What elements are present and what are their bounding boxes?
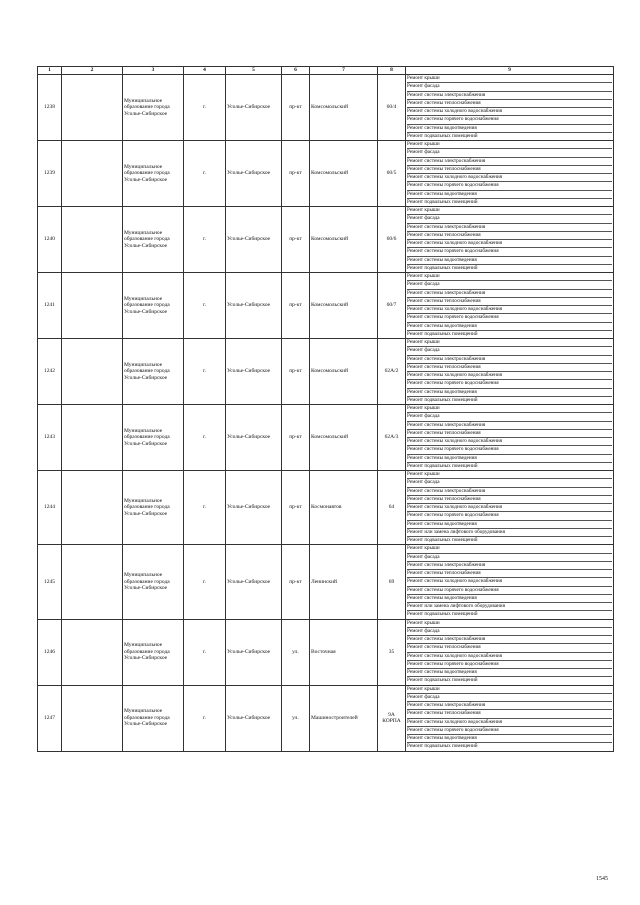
- street-cell: Ленинский: [310, 545, 378, 619]
- work-item: Ремонт фасада: [407, 149, 612, 157]
- street-type-cell: пр-кт: [282, 207, 310, 273]
- work-item: Ремонт системы теплоснабжения: [407, 644, 612, 652]
- locality-cell: Усолье-Сибирское: [226, 545, 282, 619]
- work-item: Ремонт подвальных помещений: [407, 264, 478, 271]
- work-item: Ремонт подвальных помещений: [407, 537, 478, 543]
- work-item: Ремонт системы теплоснабжения: [407, 430, 612, 438]
- municipality-cell: Муниципальное образование города Усолье-Сибирское: [123, 273, 184, 339]
- work-item: Ремонт или замена лифтового оборудования: [407, 603, 612, 611]
- work-item: Ремонт фасада: [407, 281, 612, 289]
- header-cell: 7: [310, 67, 378, 75]
- street-cell: Космонавтов: [310, 471, 378, 545]
- locality-cell: Усолье-Сибирское: [226, 405, 282, 471]
- house-number-cell: 60/7: [378, 273, 406, 339]
- work-item: Ремонт фасада: [407, 479, 612, 487]
- locality-type-cell: г.: [184, 545, 226, 619]
- house-number-cell: 60/4: [378, 75, 406, 141]
- empty-cell: [62, 545, 123, 619]
- works-cell: [406, 471, 614, 545]
- work-item: Ремонт крыши: [407, 141, 612, 149]
- work-item: Ремонт системы электроснабжения: [407, 488, 612, 496]
- work-item: Ремонт системы электроснабжения: [407, 290, 612, 298]
- empty-cell: [62, 471, 123, 545]
- table-row: [38, 207, 614, 273]
- works-cell: [406, 405, 614, 471]
- locality-cell: Усолье-Сибирское: [226, 339, 282, 405]
- street-type-cell: пр-кт: [282, 273, 310, 339]
- house-number-cell: 69: [378, 545, 406, 619]
- header-cell: 3: [123, 67, 184, 75]
- work-item: Ремонт системы электроснабжения: [407, 92, 612, 100]
- table-row: [38, 619, 614, 685]
- work-item: Ремонт системы горячего водоснабжения: [407, 727, 612, 735]
- work-item: Ремонт системы холодного водоснабжения: [407, 174, 612, 182]
- empty-cell: [62, 141, 123, 207]
- page-number: 1545: [596, 876, 608, 882]
- work-item: Ремонт системы горячего водоснабжения: [407, 587, 612, 595]
- locality-cell: Усолье-Сибирское: [226, 141, 282, 207]
- locality-cell: Усолье-Сибирское: [226, 619, 282, 685]
- work-item: Ремонт или замена лифтового оборудования: [407, 529, 612, 537]
- row-number: 1241: [38, 273, 62, 339]
- work-item: Ремонт подвальных помещений: [407, 611, 478, 618]
- house-number-cell: 62А/2: [378, 339, 406, 405]
- work-item: Ремонт системы водоотведения: [407, 257, 612, 265]
- street-type-cell: пр-кт: [282, 339, 310, 405]
- work-item: Ремонт системы холодного водоснабжения: [407, 438, 612, 446]
- work-item: Ремонт подвальных помещений: [407, 330, 478, 337]
- empty-cell: [62, 619, 123, 685]
- street-type-cell: пр-кт: [282, 471, 310, 545]
- work-item: Ремонт системы теплоснабжения: [407, 298, 612, 306]
- work-item: Ремонт системы теплоснабжения: [407, 496, 612, 504]
- work-item: Ремонт крыши: [407, 207, 612, 215]
- street-cell: Машиностроителей: [310, 685, 378, 751]
- work-item: Ремонт системы горячего водоснабжения: [407, 512, 612, 520]
- locality-cell: Усолье-Сибирское: [226, 207, 282, 273]
- locality-type-cell: г.: [184, 619, 226, 685]
- work-item: Ремонт системы теплоснабжения: [407, 232, 612, 240]
- street-type-cell: ул.: [282, 685, 310, 751]
- work-item: Ремонт крыши: [407, 405, 612, 413]
- work-item: Ремонт системы теплоснабжения: [407, 364, 612, 372]
- works-cell: [406, 545, 614, 619]
- empty-cell: [62, 207, 123, 273]
- table-row: [38, 339, 614, 405]
- works-cell: [406, 619, 614, 685]
- street-type-cell: пр-кт: [282, 75, 310, 141]
- row-number: 1240: [38, 207, 62, 273]
- table-row: [38, 405, 614, 471]
- municipality-cell: Муниципальное образование города Усолье-Сибирское: [123, 405, 184, 471]
- work-item: Ремонт крыши: [407, 471, 612, 479]
- municipality-cell: Муниципальное образование города Усолье-Сибирское: [123, 619, 184, 685]
- row-number: 1244: [38, 471, 62, 545]
- work-item: Ремонт фасада: [407, 554, 612, 562]
- work-item: Ремонт фасада: [407, 83, 612, 91]
- locality-type-cell: г.: [184, 685, 226, 751]
- work-item: Ремонт крыши: [407, 620, 612, 628]
- row-number: 1239: [38, 141, 62, 207]
- header-cell: 4: [184, 67, 226, 75]
- locality-cell: Усолье-Сибирское: [226, 685, 282, 751]
- work-item: Ремонт системы электроснабжения: [407, 702, 612, 710]
- locality-cell: Усолье-Сибирское: [226, 471, 282, 545]
- header-cell: 8: [378, 67, 406, 75]
- work-item: Ремонт системы горячего водоснабжения: [407, 380, 612, 388]
- table-row: [38, 273, 614, 339]
- table-body: [38, 75, 614, 752]
- municipality-cell: Муниципальное образование города Усолье-Сибирское: [123, 339, 184, 405]
- work-item: Ремонт фасада: [407, 347, 612, 355]
- work-item: Ремонт системы электроснабжения: [407, 562, 612, 570]
- locality-type-cell: г.: [184, 75, 226, 141]
- house-number-cell: 35: [378, 619, 406, 685]
- header-cell: 5: [226, 67, 282, 75]
- work-item: Ремонт системы электроснабжения: [407, 158, 612, 166]
- locality-type-cell: г.: [184, 339, 226, 405]
- work-item: Ремонт системы холодного водоснабжения: [407, 504, 612, 512]
- street-cell: Комсомольский: [310, 207, 378, 273]
- work-item: Ремонт системы горячего водоснабжения: [407, 182, 612, 190]
- street-type-cell: пр-кт: [282, 141, 310, 207]
- work-item: Ремонт системы водоотведения: [407, 323, 612, 331]
- municipality-cell: Муниципальное образование города Усолье-Сибирское: [123, 75, 184, 141]
- table-row: [38, 75, 614, 141]
- street-cell: Комсомольский: [310, 273, 378, 339]
- works-cell: [406, 207, 614, 273]
- work-item: Ремонт системы горячего водоснабжения: [407, 314, 612, 322]
- header-cell: 1: [38, 67, 62, 75]
- municipality-cell: Муниципальное образование города Усолье-Сибирское: [123, 471, 184, 545]
- work-item: Ремонт системы водоотведения: [407, 191, 612, 199]
- works-cell: [406, 339, 614, 405]
- empty-cell: [62, 405, 123, 471]
- locality-type-cell: г.: [184, 471, 226, 545]
- locality-type-cell: г.: [184, 405, 226, 471]
- locality-type-cell: г.: [184, 273, 226, 339]
- row-number: 1243: [38, 405, 62, 471]
- work-item: Ремонт крыши: [407, 686, 612, 694]
- street-type-cell: ул.: [282, 619, 310, 685]
- municipality-cell: Муниципальное образование города Усолье-Сибирское: [123, 141, 184, 207]
- work-item: Ремонт фасада: [407, 413, 612, 421]
- work-item: Ремонт подвальных помещений: [407, 462, 478, 469]
- header-cell: 9: [406, 67, 614, 75]
- works-cell: [406, 141, 614, 207]
- work-item: Ремонт системы электроснабжения: [407, 636, 612, 644]
- table-row: [38, 471, 614, 545]
- work-item: Ремонт подвальных помещений: [407, 396, 478, 403]
- work-item: Ремонт системы водоотведения: [407, 735, 612, 743]
- work-item: Ремонт крыши: [407, 75, 612, 83]
- street-type-cell: пр-кт: [282, 545, 310, 619]
- work-item: Ремонт крыши: [407, 339, 612, 347]
- row-number: 1242: [38, 339, 62, 405]
- work-item: Ремонт подвальных помещений: [407, 743, 478, 750]
- work-item: Ремонт фасада: [407, 628, 612, 636]
- work-item: Ремонт системы горячего водоснабжения: [407, 248, 612, 256]
- work-item: Ремонт подвальных помещений: [407, 132, 478, 139]
- works-cell: [406, 273, 614, 339]
- house-number-cell: 9А КОРПА: [378, 685, 406, 751]
- header-cell: 2: [62, 67, 123, 75]
- street-cell: Комсомольский: [310, 405, 378, 471]
- locality-cell: Усолье-Сибирское: [226, 75, 282, 141]
- row-number: 1246: [38, 619, 62, 685]
- work-item: Ремонт системы горячего водоснабжения: [407, 661, 612, 669]
- empty-cell: [62, 339, 123, 405]
- house-number-cell: 62А/3: [378, 405, 406, 471]
- empty-cell: [62, 685, 123, 751]
- street-cell: Комсомольский: [310, 75, 378, 141]
- work-item: Ремонт подвальных помещений: [407, 677, 478, 684]
- work-item: Ремонт крыши: [407, 273, 612, 281]
- work-item: Ремонт фасада: [407, 694, 612, 702]
- work-item: Ремонт системы горячего водоснабжения: [407, 446, 612, 454]
- work-item: Ремонт системы водоотведения: [407, 455, 612, 463]
- house-number-cell: 60/6: [378, 207, 406, 273]
- street-cell: Комсомольский: [310, 339, 378, 405]
- table-row: [38, 141, 614, 207]
- house-number-cell: 60/5: [378, 141, 406, 207]
- municipality-cell: Муниципальное образование города Усолье-Сибирское: [123, 207, 184, 273]
- row-number: 1245: [38, 545, 62, 619]
- work-item: Ремонт системы теплоснабжения: [407, 710, 612, 718]
- empty-cell: [62, 75, 123, 141]
- empty-cell: [62, 273, 123, 339]
- street-type-cell: пр-кт: [282, 405, 310, 471]
- municipality-cell: Муниципальное образование города Усолье-Сибирское: [123, 685, 184, 751]
- work-item: Ремонт фасада: [407, 215, 612, 223]
- work-item: Ремонт системы водоотведения: [407, 389, 612, 397]
- work-item: Ремонт системы электроснабжения: [407, 224, 612, 232]
- header-cell: 6: [282, 67, 310, 75]
- work-item: Ремонт системы водоотведения: [407, 669, 612, 677]
- work-item: Ремонт системы теплоснабжения: [407, 100, 612, 108]
- street-cell: Комсомольский: [310, 141, 378, 207]
- work-item: Ремонт системы электроснабжения: [407, 422, 612, 430]
- works-cell: [406, 685, 614, 751]
- locality-type-cell: г.: [184, 141, 226, 207]
- table-row: [38, 685, 614, 751]
- work-item: Ремонт системы горячего водоснабжения: [407, 116, 612, 124]
- work-item: Ремонт системы водоотведения: [407, 521, 612, 529]
- work-item: Ремонт крыши: [407, 545, 612, 553]
- house-number-cell: 64: [378, 471, 406, 545]
- work-item: Ремонт системы теплоснабжения: [407, 166, 612, 174]
- work-item: Ремонт системы водоотведения: [407, 595, 612, 603]
- register-table: [37, 66, 614, 752]
- locality-type-cell: г.: [184, 207, 226, 273]
- table-row: [38, 545, 614, 619]
- row-number: 1247: [38, 685, 62, 751]
- work-item: Ремонт системы холодного водоснабжения: [407, 719, 612, 727]
- street-cell: Восточная: [310, 619, 378, 685]
- row-number: 1238: [38, 75, 62, 141]
- work-item: Ремонт системы водоотведения: [407, 125, 612, 133]
- work-item: Ремонт системы холодного водоснабжения: [407, 653, 612, 661]
- municipality-cell: Муниципальное образование города Усолье-Сибирское: [123, 545, 184, 619]
- work-item: Ремонт системы электроснабжения: [407, 356, 612, 364]
- work-item: Ремонт подвальных помещений: [407, 198, 478, 205]
- works-cell: [406, 75, 614, 141]
- locality-cell: Усолье-Сибирское: [226, 273, 282, 339]
- work-item: Ремонт системы холодного водоснабжения: [407, 108, 612, 116]
- header-row: [38, 67, 614, 75]
- work-item: Ремонт системы холодного водоснабжения: [407, 578, 612, 586]
- work-item: Ремонт системы холодного водоснабжения: [407, 372, 612, 380]
- work-item: Ремонт системы теплоснабжения: [407, 570, 612, 578]
- work-item: Ремонт системы холодного водоснабжения: [407, 306, 612, 314]
- work-item: Ремонт системы холодного водоснабжения: [407, 240, 612, 248]
